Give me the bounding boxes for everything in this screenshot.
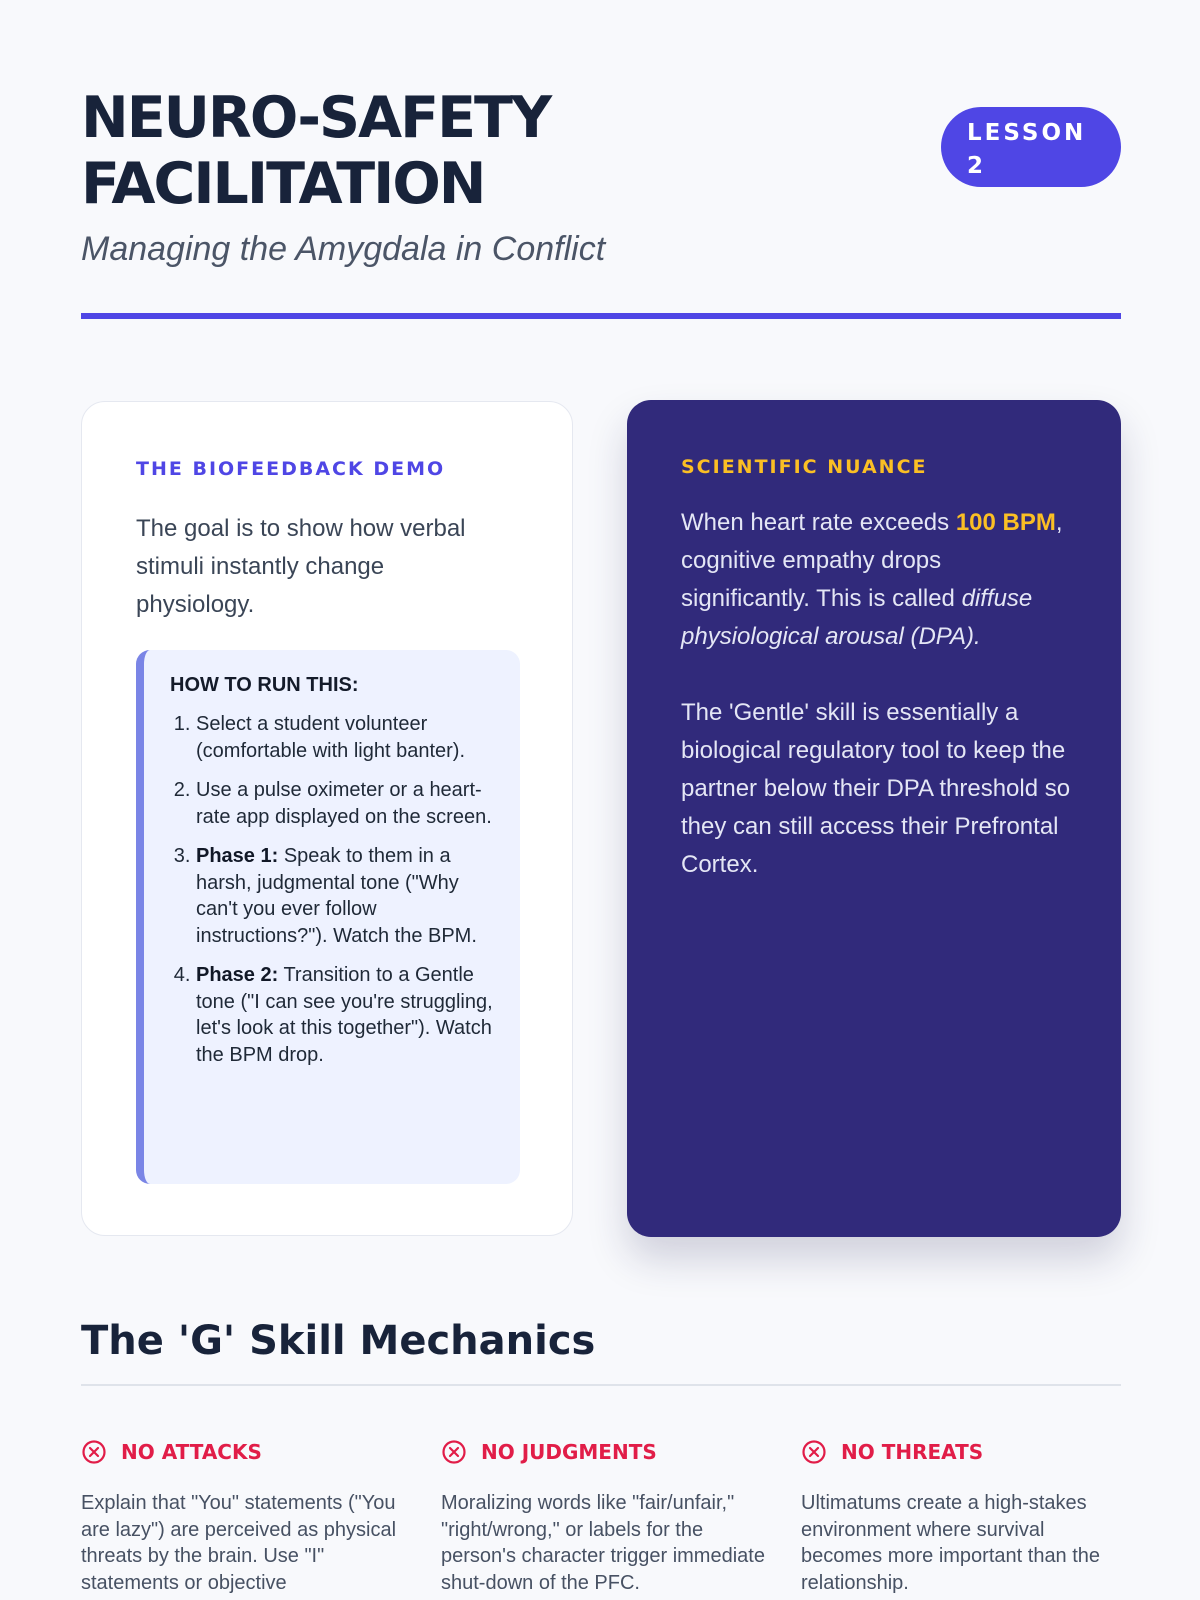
rule-heading <box>441 1438 771 1466</box>
page-title <box>81 85 641 217</box>
nuance-text-run: When heart rate exceeds <box>681 509 956 536</box>
lesson-badge-number: 2 <box>967 153 987 179</box>
step-prefix: Phase 2: <box>196 964 279 986</box>
title-line-1: NEURO-SAFETY <box>81 85 551 151</box>
how-to-step <box>196 962 500 1068</box>
rule-heading-text: NO THREATS <box>841 1440 984 1464</box>
rule-heading-text: NO JUDGMENTS <box>481 1440 657 1464</box>
page-subtitle: Managing the Amygdala in Conflict <box>81 230 606 268</box>
title-line-2: FACILITATION <box>81 151 485 217</box>
rule-no-judgments <box>441 1438 771 1596</box>
step-text: Use a pulse oximeter or a heart-rate app displayed on the screen. <box>196 779 492 828</box>
how-to-callout <box>136 650 520 1184</box>
x-circle-icon <box>801 1439 827 1465</box>
lesson-badge <box>941 107 1121 187</box>
nuance-paragraph-2: The 'Gentle' skill is essentially a biological regulatory tool to keep the partner below their DPA threshold so they can still access their Prefrontal Cortex. <box>681 699 1071 878</box>
rule-heading <box>801 1438 1131 1466</box>
rule-no-attacks <box>81 1438 411 1596</box>
rule-heading <box>81 1438 411 1466</box>
step-text: Speak to them in a harsh, judgmental tone ("Why can't you ever follow instructions?"). Watch the BPM. <box>196 845 477 947</box>
x-circle-icon <box>81 1439 107 1465</box>
nuance-text-run: , cognitive empathy drops significantly. This is called <box>681 509 1063 612</box>
rule-heading-text: NO ATTACKS <box>121 1440 262 1464</box>
how-to-steps <box>170 711 500 1068</box>
header-divider <box>81 313 1121 319</box>
x-circle-icon <box>441 1439 467 1465</box>
nuance-paragraph-1 <box>681 504 1071 656</box>
header <box>81 85 1121 325</box>
demo-card-label: THE BIOFEEDBACK DEMO <box>136 458 446 480</box>
rule-no-threats <box>801 1438 1131 1596</box>
step-text: Transition to a Gentle tone ("I can see you're struggling, let's look at this together"). Watch the BPM drop. <box>196 964 493 1066</box>
rule-description: Ultimatums create a high-stakes environment where survival becomes more important than the relationship. <box>801 1492 1101 1594</box>
nuance-body <box>681 504 1071 922</box>
demo-intro-text: The goal is to show how verbal stimuli instantly change physiology. <box>136 515 466 618</box>
how-to-step <box>196 843 500 949</box>
lesson-badge-label: LESSON <box>967 120 1087 146</box>
dpa-term: diffuse physiological arousal (DPA). <box>681 585 1033 650</box>
how-to-step <box>196 777 500 830</box>
step-prefix: Phase 1: <box>196 845 279 867</box>
section-title: The 'G' Skill Mechanics <box>81 1318 596 1364</box>
section-divider <box>81 1384 1121 1386</box>
rule-description: Explain that "You" statements ("You are lazy") are perceived as physical threats by the brain. Use "I" statements or objective <box>81 1492 397 1594</box>
how-to-step <box>196 711 500 764</box>
how-to-title: HOW TO RUN THIS: <box>170 674 359 696</box>
scientific-nuance-card <box>627 400 1121 1237</box>
biofeedback-demo-card <box>81 401 573 1236</box>
rule-description: Moralizing words like "fair/unfair," "right/wrong," or labels for the person's character trigger immediate shut-down of the PFC. <box>441 1492 765 1594</box>
bpm-highlight: 100 BPM <box>955 509 1056 536</box>
nuance-card-label: SCIENTIFIC NUANCE <box>681 456 928 478</box>
step-text: Select a student volunteer (comfortable with light banter). <box>196 713 466 762</box>
